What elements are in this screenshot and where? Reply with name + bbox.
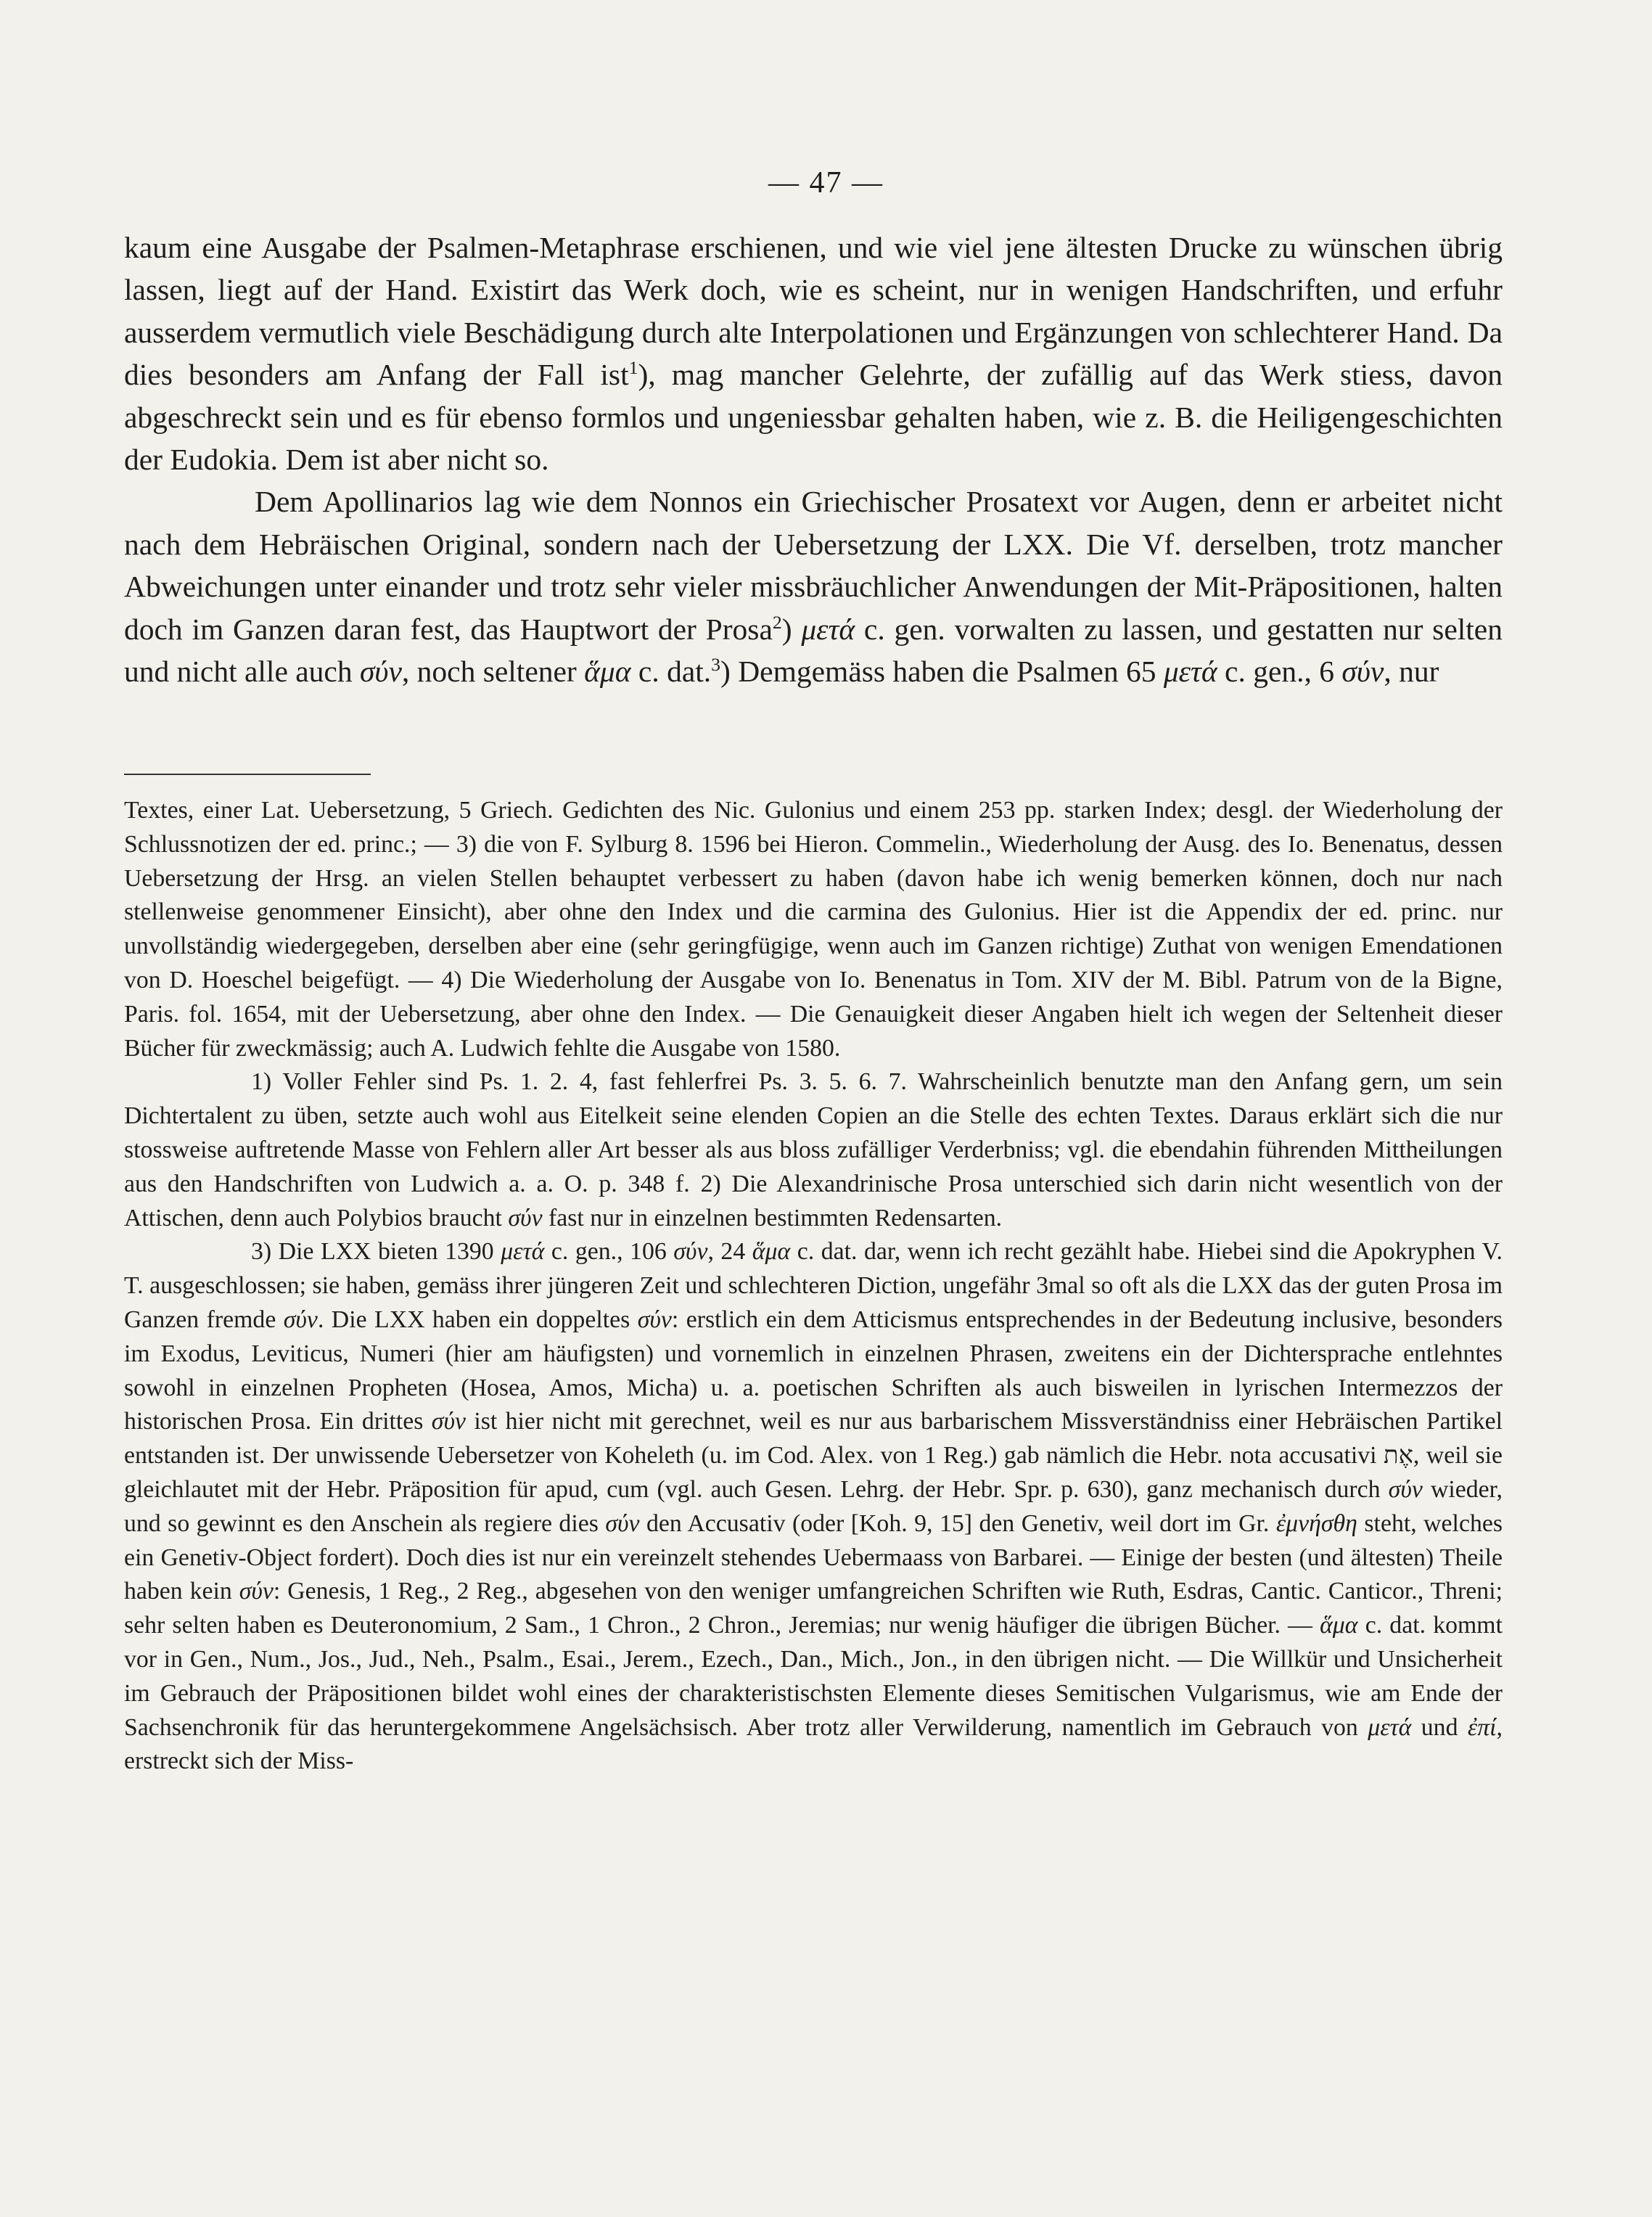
text-run: 3) Die LXX bieten 1390: [251, 1238, 501, 1266]
text-run: , erstreckt sich der Miss-: [124, 1713, 1503, 1775]
text-run: den Accusativ (oder [Koh. 9, 15] den Genetiv, weil dort im Gr.: [639, 1509, 1276, 1537]
text-run: wieder, und so gewinnt es den Anschein als regiere dies: [124, 1475, 1503, 1537]
text-run: , 24: [707, 1238, 752, 1266]
greek-word: ἅμα: [752, 1238, 791, 1266]
text-run: . Die LXX haben ein doppeltes: [317, 1306, 638, 1333]
text-run: , noch seltener: [401, 655, 585, 689]
paragraph-2: [124, 480, 1503, 692]
text-run: ist hier nicht mit gerechnet, weil es nur aus barbarischem Missverständniss einer Hebräischen Partikel entstanden ist. Der unwissende Uebersetzer von Koheleth (u. im Cod. Alex. von 1 Reg.) gab nämlich die Hebr. nota accusativi: [124, 1408, 1503, 1470]
main-text: [124, 226, 1503, 692]
footnote-continued: Textes, einer Lat. Uebersetzung, 5 Griech. Gedichten des Nic. Gulonius und einem 253 pp. starken Index; desgl. der Wiederholung der Schlussnotizen der ed. princ.; — 3) die von F. Sylburg 8. 1596 bei Hieron. Commelin., Wiederholung der Ausg. des Io. Benenatus, dessen Uebersetzung der Hrsg. an vielen Stellen behauptet verbessert zu haben (davon habe ich wenig bemerken können, doch nur nach stellenweise genommener Einsicht), aber ohne den Index und die carmina des Gulonius. Hier ist die Appendix der ed. princ. nur unvollständig wiedergegeben, derselben aber eine (sehr geringfügige, wenn auch im Ganzen richtige) Zuthat von wenigen Emendationen von D. Hoeschel beigefügt. — 4) Die Wiederholung der Ausgabe von Io. Benenatus in Tom. XIV der M. Bibl. Patrum von de la Bigne, Paris. fol. 1654, mit der Uebersetzung, aber ohne den Index. — Die Genauigkeit dieser Angaben hielt ich wegen der Seltenheit dieser Bücher für zweckmässig; auch A. Ludwich fehlte die Ausgabe von 1580.: [124, 797, 1503, 1062]
text-run: , weil sie gleichlautet mit der Hebr. Präposition für apud, cum (vgl. auch Gesen. Lehrg. der Hebr. Spr. p. 630), ganz mechanisch durch: [124, 1442, 1503, 1503]
text-run: c. gen., 106: [544, 1238, 674, 1266]
text-run: kaum eine Ausgabe der Psalmen-Metaphrase erschienen, und wie viel jene ältesten Drucke zu wünschen übrig lassen, liegt auf der Hand. Existirt das Werk doch, wie es scheint, nur in wenigen Handschriften, und erfuhr ausserdem vermutlich viele Beschädigung durch alte Interpolationen und Ergänzungen von schlechterer Hand. Da dies besonders am Anfang der Fall ist: [124, 231, 1503, 392]
text-run: und: [1411, 1713, 1468, 1741]
text-run: c. gen., 6: [1217, 655, 1342, 689]
page-number: — 47 —: [768, 166, 884, 200]
text-run: 1) Voller Fehler sind Ps. 1. 2. 4, fast fehlerfrei Ps. 3. 5. 6. 7. Wahrscheinlich benutzte man den Anfang gern, um sein Dichtertalent zu üben, setzte auch wohl aus Eitelkeit seine elenden Copien an die Stelle des echten Textes. Daraus erklärt sich die nur stossweise auftretende Masse von Fehlern aller Art besser als aus bloss zufälliger Verderbniss; vgl. die ebendahin führenden Mittheilungen aus den Handschriften von Ludwich a. a. O. p. 348 f. 2) Die Alexandrinische Prosa unterschied sich darin nicht wesentlich von der Attischen, denn auch Polybios braucht: [124, 1068, 1503, 1232]
text-run: ): [781, 612, 802, 646]
greek-word: μετά: [1163, 655, 1217, 689]
text-run: c. gen. vorwalten zu lassen, und gestatten nur selten und nicht alle auch: [124, 612, 1503, 689]
greek-word: σύν: [283, 1306, 318, 1333]
greek-word: μετά: [1368, 1713, 1412, 1741]
greek-word: ἐμνήσθη: [1275, 1509, 1357, 1537]
footnote-separator: [124, 774, 371, 775]
hebrew-word: אֶת: [1384, 1442, 1413, 1470]
footnote-ref-3: 3: [711, 654, 721, 676]
footnote-1: [124, 1065, 1503, 1235]
greek-word: σύν: [605, 1509, 640, 1537]
greek-word: σύν: [431, 1408, 466, 1435]
footnote-3: [124, 1235, 1503, 1779]
text-run: Dem Apollinarios lag wie dem Nonnos ein Griechischer Prosatext vor Augen, denn er arbeitet nicht nach dem Hebräischen Original, sondern nach der Uebersetzung der LXX. Die Vf. derselben, trotz mancher Abweichungen unter einander und trotz sehr vieler missbräuchlicher Anwendungen der Mit-Präpositionen, halten doch im Ganzen daran fest, das Hauptwort der Prosa: [124, 485, 1503, 646]
greek-word: μετά: [801, 612, 855, 646]
greek-word: σύν: [673, 1238, 708, 1266]
greek-word: ἅμα: [1320, 1612, 1358, 1639]
greek-word: σύν: [1341, 655, 1384, 689]
footnote-ref-1: 1: [628, 357, 638, 379]
greek-word: ἐπί: [1467, 1713, 1497, 1741]
text-run: steht, welches ein Genetiv-Object fordert). Doch dies ist nur ein vereinzelt stehendes Uebermaass von Barbarei. — Einige der besten (und ältesten) Theile haben kein: [124, 1509, 1503, 1605]
greek-word: σύν: [1388, 1475, 1423, 1503]
text-run: fast nur in einzelnen bestimmten Redensarten.: [542, 1204, 1003, 1232]
text-run: ), mag mancher Gelehrte, der zufällig auf das Werk stiess, davon abgeschreckt sein und es für ebenso formlos und ungeniessbar gehalten haben, wie z. B. die Heiligengeschichten der Eudokia. Dem ist aber nicht so.: [124, 358, 1503, 477]
text-run: : Genesis, 1 Reg., 2 Reg., abgesehen von den weniger umfangreichen Schriften wie Ruth, Esdras, Cantic. Canticor., Threni; sehr selten haben es Deuteronomium, 2 Sam., 1 Chron., 2 Chron., Jeremias; nur wenig häufiger die übrigen Bücher. —: [124, 1578, 1503, 1639]
text-run: : erstlich ein dem Atticismus entsprechendes in der Bedeutung inclusive, besonders im Exodus, Leviticus, Numeri (hier am häufigsten) und vornemlich in einzelnen Phrasen, zweitens ein der Dichtersprache entlehntes sowohl in einzelnen Propheten (Hosea, Amos, Micha) u. a. poetischen Schriften als auch bisweilen in lyrischen Intermezzos der historischen Prosa. Ein drittes: [124, 1306, 1503, 1435]
text-run: c. dat.: [630, 655, 712, 689]
footnote-ref-2: 2: [772, 611, 782, 633]
greek-word: σύν: [637, 1306, 672, 1333]
text-run: c. dat. dar, wenn ich recht gezählt habe. Hiebei sind die Apokryphen V. T. ausgeschlossen; sie haben, gemäss ihrer jüngeren Zeit und schlechteren Diction, ungefähr 3mal so oft als die LXX das der guten Prosa im Ganzen fremde: [124, 1238, 1503, 1333]
greek-word: μετά: [501, 1238, 545, 1266]
greek-word: σύν: [508, 1204, 543, 1232]
greek-word: ἅμα: [584, 655, 631, 689]
text-run: , nur: [1384, 655, 1439, 689]
text-run: ) Demgemäss haben die Psalmen 65: [720, 655, 1164, 689]
greek-word: σύν: [239, 1578, 274, 1605]
paragraph-1: [124, 226, 1503, 480]
footnotes: [124, 794, 1503, 1779]
text-run: c. dat. kommt vor in Gen., Num., Jos., Jud., Neh., Psalm., Esai., Jerem., Ezech., Dan., Mich., Jon., in den übrigen nicht. — Die Willkür und Unsicherheit im Gebrauch der Präpositionen bildet wohl eines der charakteristischsten Elemente dieses Semitischen Vulgarismus, wie am Ende der Sachsenchronik für das heruntergekommene Angelsächsisch. Aber trotz aller Verwilderung, namentlich im Gebrauch von: [124, 1612, 1503, 1741]
greek-word: σύν: [359, 655, 402, 689]
